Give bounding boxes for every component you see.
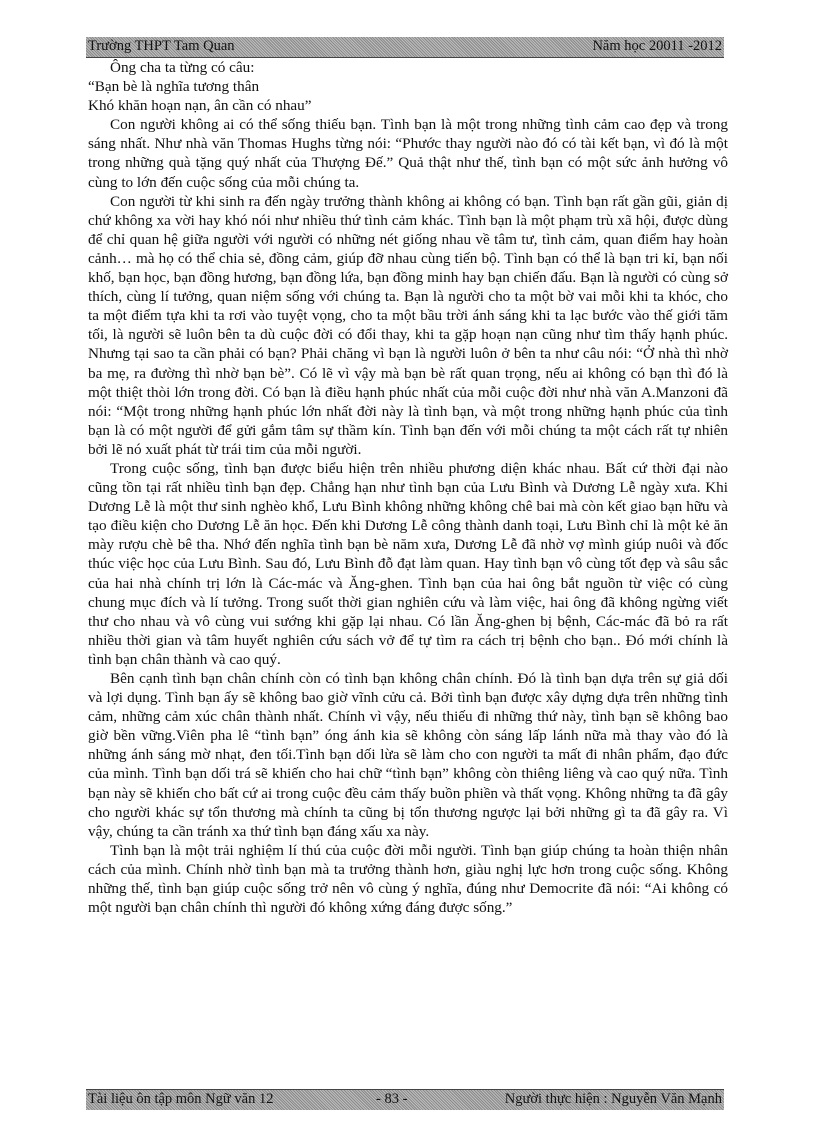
paragraph-4: Bên cạnh tình bạn chân chính còn có tình bạn không chân chính. Đó là tình bạn dựa trên sự giả dối và lợi dụng. Tình bạn ấy sẽ không bao giờ vĩnh cửu cả. Bởi tình bạn được xây dựng dựa trên những tình cảm, những cảm xúc chân thành nhất. Chính vì vậy, nếu thiếu đi những thứ này, tình bạn sẽ không bao giờ bền vững.Viên pha lê “tình bạn” óng ánh kia sẽ không còn sáng lấp lánh nữa mà thay vào đó là những ánh sáng mờ nhạt, đen tối.Tình bạn dối lừa sẽ làm cho con người ta mất đi nhân phẩm, đạo đức của mình. Tình bạn dối trá sẽ khiến cho hai chữ “tình bạn” không còn thiêng liêng và cao quý nữa. Tình bạn này sẽ khiến cho bất cứ ai trong cuộc đều cảm thấy buồn phiền và thất vọng. Không những ta đã gây cho người khác sự tổn thương mà chính ta cũng bị tổn thương ngược lại bởi những gì ta đã gây ra. Vì vậy, chúng ta cần tránh xa thứ tình bạn đáng xấu xa này. — [88, 670, 728, 840]
quote-line-2: Khó khăn hoạn nạn, ân cần có nhau” — [88, 97, 312, 115]
footer-page-number: - 83 - — [376, 1091, 408, 1107]
paragraph-1: Con người không ai có thể sống thiếu bạn. Tình bạn là một trong những tình cảm cao đẹp và trong sáng nhất. Như nhà văn Thomas Hughs từng nói: “Phước thay người nào đó có tài kết bạn, vì đó là một trong những quà tặng quý nhất của Thượng Đế.” Quả thật như thế, tình bạn có một sức ảnh hưởng vô cùng to lớn đến cuộc sống của mỗi chúng ta. — [88, 116, 728, 191]
footer-document-title: Tài liệu ôn tập môn Ngữ văn 12 — [88, 1091, 274, 1107]
page-footer — [86, 1089, 724, 1110]
footer-author: Người thực hiện : Nguyễn Văn Mạnh — [504, 1091, 722, 1107]
paragraph-3: Trong cuộc sống, tình bạn được biểu hiện trên nhiều phương diện khác nhau. Bất cứ thời đại nào cũng tồn tại rất nhiều tình bạn đẹp. Chẳng hạn như tình bạn của Lưu Bình và Dương Lễ ngày xưa. Khi Dương Lễ là một thư sinh nghèo khổ, Lưu Bình không những không chê bai mà còn kết giao bạn hữu và tạo điều kiện cho Dương Lễ ăn học. Đến khi Dương Lễ công thành danh toại, Lưu Bình chỉ là một kẻ ăn mày rượu chè bê tha. Nhớ đến nghĩa tình bạn bè năm xưa, Dương Lễ đã nhờ vợ mình giúp nuôi và đốc thúc việc học của Lưu Bình. Sau đó, Lưu Bình đỗ đạt làm quan. Hay tình bạn vô cùng tốt đẹp và sâu sắc của hai nhà chính trị lớn là Các-mác và Ăng-ghen. Tình bạn của hai ông bắt nguồn từ việc có cùng chung mục đích và lí tưởng. Trong suốt thời gian nghiên cứu và làm việc, hai ông đã không ngừng viết thư cho nhau và vô cùng vui sướng khi gặp lại nhau. Có lần Ăng-ghen bị bệnh, Các-mác đã bỏ ra rất nhiều thời gian và tâm huyết nghiên cứu sách vở để tự tìm ra cách trị bệnh cho bạn.. Đó mới chính là tình bạn chân thành và cao quý. — [88, 459, 728, 668]
paragraph-5: Tình bạn là một trải nghiệm lí thú của cuộc đời mỗi người. Tình bạn giúp chúng ta hoàn thiện nhân cách của mình. Chính nhờ tình bạn mà ta trưởng thành hơn, giàu nghị lực hơn trong cuộc sống. Không những thế, tình bạn giúp cuộc sống trở nên vô cùng ý nghĩa, đúng như Democrite đã nói: “Ai không có một người bạn chân chính thì người đó không xứng đáng được sống.” — [88, 841, 728, 917]
header-school-year: Năm học 20011 -2012 — [592, 38, 722, 54]
header-school: Trường THPT Tam Quan — [88, 38, 235, 54]
quote-intro: Ông cha ta từng có câu: — [110, 59, 255, 76]
document-body — [88, 58, 728, 917]
page-header — [86, 37, 724, 58]
paragraph-2: Con người từ khi sinh ra đến ngày trưởng thành không ai không có bạn. Tình bạn rất gần gũi, giản dị chứ không xa vời hay khó nói như nhiều thứ tình cảm khác. Tình bạn là một phạm trù xã hội, được dùng để chỉ quan hệ giữa người với người có những nét giống nhau về tâm tư, tình cảm, quan điểm hay hoàn cảnh… mà họ có thể chia sẻ, đồng cảm, giúp đỡ nhau cùng tiến bộ. Tình bạn có thể là bạn tri kỉ, bạn nối khố, bạn học, bạn đồng hương, bạn đồng lứa, bạn đồng minh hay bạn chiến đấu. Bạn là người có cùng sở thích, cùng lí tưởng, quan niệm sống với chúng ta. Bạn là người cho ta một bờ vai mỗi khi ta khóc, cho ta một điểm tựa khi ta rơi vào tuyệt vọng, cho ta một bầu trời ánh sáng khi ta lạc bước vào thế giới tăm tối, là người sẽ luôn bên ta dù cuộc đời có đổi thay, khi ta gặp hoạn nạn cũng như tìm thấy hạnh phúc. Nhưng tại sao ta cần phải có bạn? Phải chăng vì bạn là người luôn ở bên ta như câu nói: “Ở nhà thì nhờ ba mẹ, ra đường thì nhờ bạn bè”. Có lẽ vì vậy mà bạn bè rất quan trọng, nếu ai không có bạn thì đó là một thiệt thòi lớn trong đời. Có bạn là điều hạnh phúc nhất của mỗi cuộc đời như nhà văn A.Manzoni đã nói: “Một trong những hạnh phúc lớn nhất đời này là tình bạn, và một trong những hạnh phúc của tình bạn là có một người để gửi gắm tâm sự thầm kín. Tình bạn đến với mỗi chúng ta một cách rất tự nhiên bởi lẽ nó xuất phát từ trái tim của mỗi người. — [88, 192, 728, 458]
quote-line-1: “Bạn bè là nghĩa tương thân — [88, 78, 260, 96]
